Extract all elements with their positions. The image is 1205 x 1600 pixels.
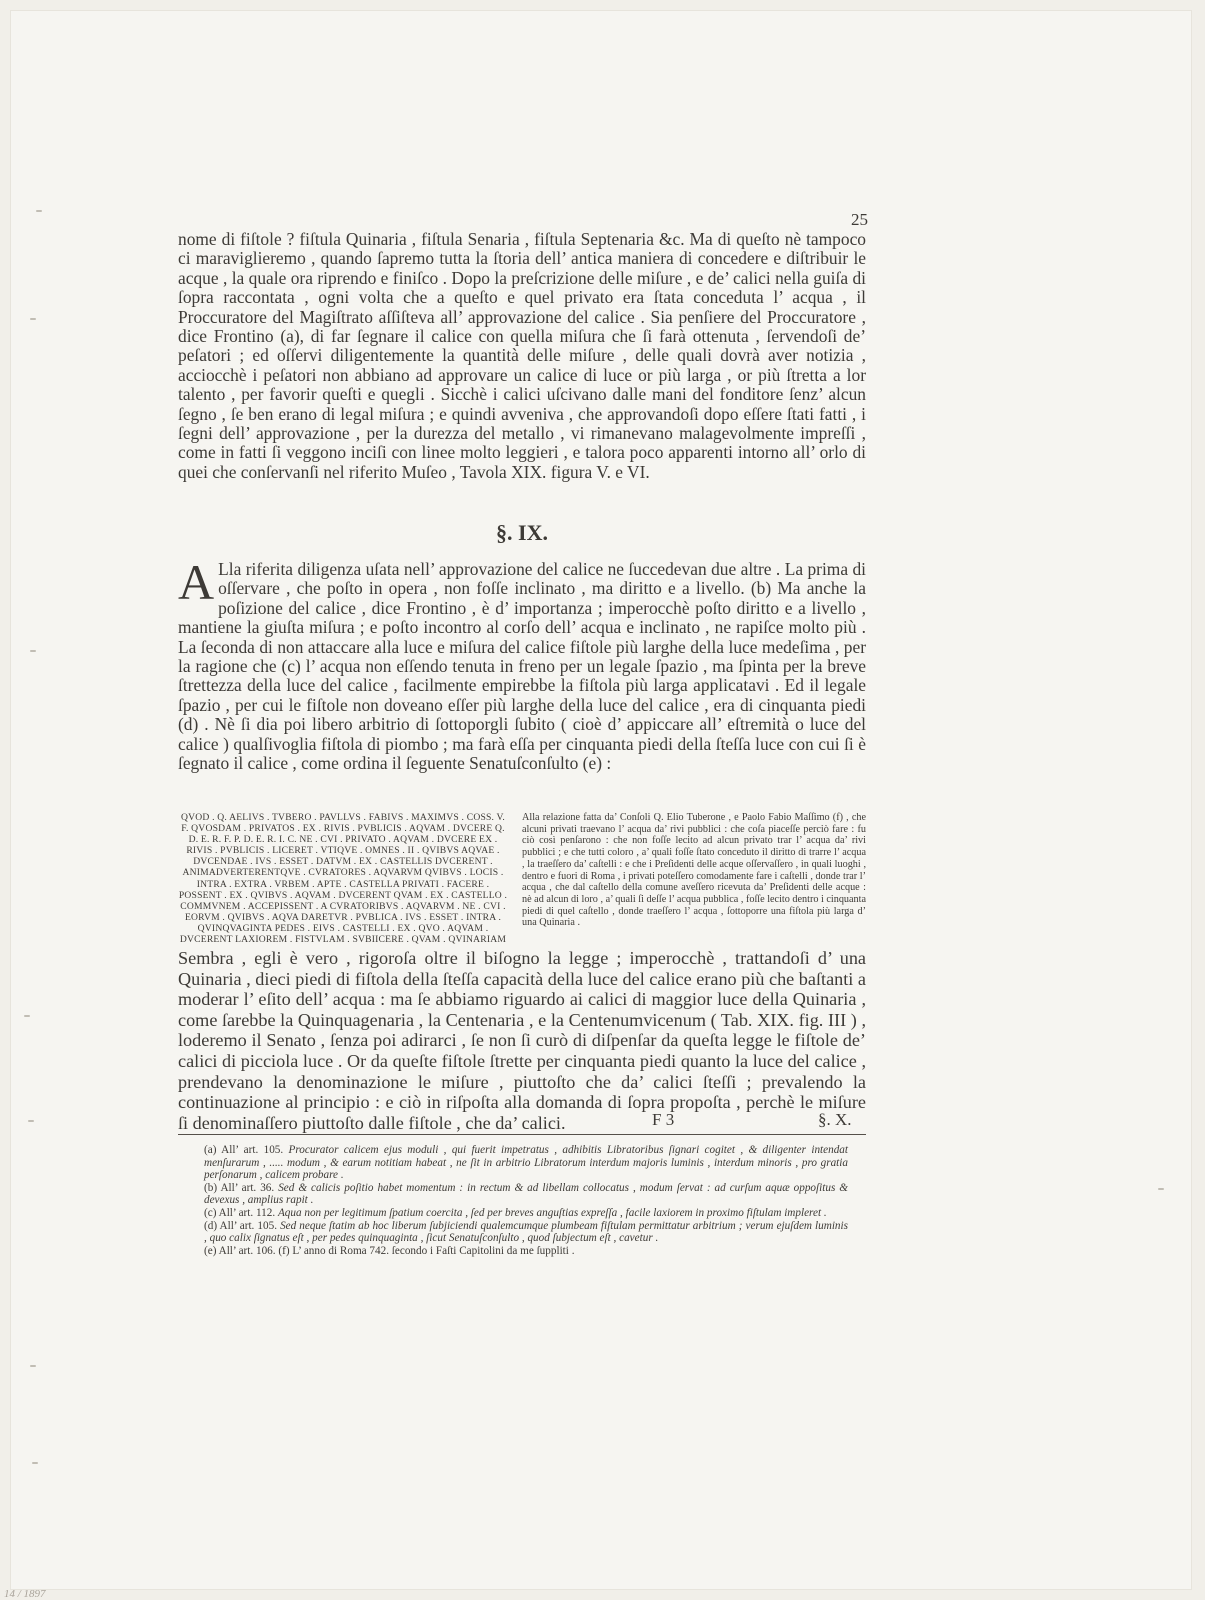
paragraph-3: Sembra , egli è vero , rigoroſa oltre il biſogno la legge ; imperocchè , trattandoſi d’ una Quinaria , dieci piedi di fiſtola della ſteſſa capacità della luce del calice erano più che baſtanti a moderar l’ eſito dell’ acqua : ma ſe abbiamo riguardo ai calici di maggior luce della Quinaria , come ſarebbe la Quinquagenaria , la Centenaria , e la Centenumvicenum ( Tab. XIX. fig. III ) , loderemo il Senato , ſenza poi adirarci , ſe non ſi curò di diſpenſar da queſta legge le fiſtole de’ calici di picciola luce . Or da queſte fiſtole ſtrette per cinquanta piedi quanto la luce del calice , prendevano la denominazione le miſure , piuttoſto che da’ calici ſteſſi ; prevalendo la continuazione al principio : e ciò in riſpoſta alla domanda di ſopra propoſta , perchè le miſure ſi denominaſſero piuttoſto dalle fiſtole , che da’ calici. [178, 948, 866, 1133]
footnote-text: Aqua non per legitimum ſpatium coercita , ſed per breves anguſtias expreſſa , facile laxiorem in proximo fiſtulam impleret . [277, 1206, 827, 1219]
latin-inscription: QVOD . Q. AELIVS . TVBERO . PAVLLVS . FABIVS . MAXIMVS . COSS. V. F. QVOSDAM . PRIVATOS . EX . RIVIS . PVBLICIS . AQVAM . DVCERE Q. D. E. R. F. P. D. E. R. I. C. NE . CVI . PRIVATO . AQVAM . DVCERE EX . RIVIS . PVBLICIS . LICERET . VTIQVE . OMNES . II . QVIBVS AQVAE . DVCENDAE . IVS . ESSET . DATVM . EX . CASTELLIS DVCERENT . ANIMADVERTERENTQVE . CVRATORES . AQVARVM QVIBVS . LOCIS . INTRA . EXTRA . VRBEM . APTE . CASTELLA PRIVATI . FACERE . POSSENT . EX . QVIBVS . AQVAM . DVCERENT QVAM . EX . CASTELLO . COMMVNEM . ACCEPISSENT . A CVRATORIBVS . AQVARVM . NE . CVI . EORVM . QVIBVS . AQVA DARETVR . PVBLICA . IVS . ESSET . INTRA . QVINQVAGINTA PEDES . EIVS . CASTELLI . EX . QVO . AQVAM . DVCERENT LAXIOREM . FISTVLAM . SVBIICERE . QVAM . QVINARIAM [178, 812, 508, 946]
footnote-mark: (d) [204, 1219, 218, 1232]
footnote [204, 1245, 848, 1258]
footnote-text: Sed neque ſtatim ab hoc liberum ſubjiciendi qualemcumque plumbeam fiſtulam permittatur arbitrium ; verum ejuſdem luminis , quo calix ſignatus eſt , per pedes quinquaginta , ſicut Senatuſconſulto , quod ſubjectum eſt , cavetur . [204, 1219, 848, 1245]
footnote-rule [178, 1134, 866, 1135]
italian-translation: Alla relazione fatta da’ Conſoli Q. Elio Tuberone , e Paolo Fabio Maſſimo (f) , che alcuni privati traevano l’ acqua da’ rivi pubblici : che coſa piaceſſe perciò fare : fu ciò così penſarono : che non foſſe lecito ad alcun privato trar l’ acqua da’ rivi pubblici ; e che tutti coloro , a’ quali foſſe ſtato conceduto il diritto di trarre l’ acqua , la traeſſero da’ caſtelli : e che i Preſidenti delle acque oſſervaſſero , in quali luoghi , dentro e fuori di Roma , i privati poteſſero comodamente fare i caſtelli , donde trar l’ acqua , che dal caſtello della comune aveſſero ricevuta da’ Preſidenti delle acque : nè ad alcun di loro , a’ quali ſi deſſe l’ acqua pubblica , foſſe lecito dentro i cinquanta piedi di quel caſtello , donde traeſſero l’ acqua , ſottoporre una fiſtola più larga d’ una Quinaria . [522, 812, 866, 929]
section-heading: §. IX. [496, 520, 548, 545]
signature-mark: F 3 [652, 1110, 675, 1129]
paragraph-1: nome di fiſtole ? fiſtula Quinaria , fiſtula Senaria , fiſtula Septenaria &c. Ma di queſto nè tampoco ci maraviglieremo , quando ſapremo tutta la ſtoria dell’ antica maniera di concedere e diſtribuir le acque , la quale ora riprendo e finiſco . Dopo la preſcrizione delle miſure , e de’ calici nella guiſa di ſopra raccontata , ogni volta che a queſto e quel privato era ſtata conceduta l’ acqua , il Proccuratore del Magiſtrato aſſiſteva all’ approvazione del calice . Sia penſiere del Proccuratore , dice Frontino (a), di far ſegnare il calice con quella miſura che ſi farà ottenuta , ſervendoſi de’ peſatori ; ed oſſervi diligentemente la quantità delle miſure , delle quali dovrà aver notizia , acciocchè i peſatori non abbiano ad approvare un calice di luce or più larga , or più ſtretta a lor talento , per favorir queſti e quegli . Sicchè i calici uſcivano dalle mani del fonditore ſenz’ alcun ſegno , ſe ben erano di legal miſura ; e quindi avveniva , che approvandoſi dopo eſſere ſtati fatti , i ſegni dell’ approvazione , per la durezza del metallo , vi rimanevano malagevolmente impreſſi , come in fatti ſi veggono inciſi con linee molto leggieri , e talora poco apparenti intorno all’ orlo di quei che conſervanſi nel riferito Muſeo , Tavola XIX. figura V. e VI. [178, 229, 866, 482]
footnote-mark: (c) [204, 1206, 217, 1219]
page-number: 25 [851, 210, 868, 229]
paragraph-2-text: Lla riferita diligenza uſata nell’ approvazione del calice ne ſuccedevan due altre . La prima di oſſervare , che poſto in opera , non foſſe inclinato , ma diritto e a livello. (b) Ma anche la poſizione del calice , dice Frontino , è d’ importanza ; imperocchè poſto diritto e a livello , mantiene la giuſta miſura ; e poſto incontro al corſo dell’ acqua e inclinato , ne rapiſce molto più . La ſeconda di non attaccare alla luce e miſura del calice fiſtole più larghe della luce medeſima , per la ragione che (c) l’ acqua non eſſendo tenuta in freno per un legale ſpazio , ma ſpinta per la breve ſtrettezza della luce del calice , facilmente empirebbe la fiſtola più larga applicatavi . Ed il legale ſpazio , per cui le fiſtole non doveano eſſer più larghe della luce del calice , era di cinquanta piedi (d) . Nè ſi dia poi libero arbitrio di ſottoporgli ſubito ( cioè d’ appiccare all’ eſtremità o luce del calice ) qualſivoglia fiſtola di piombo ; ma farà eſſa per cinquanta piedi della ſteſſa luce con cui ſi è ſegnato il calice , come ordina il ſeguente Senatuſconſulto (e) : [178, 559, 866, 774]
footnote-ref: All’ art. 36. [220, 1181, 275, 1194]
footnote [204, 1207, 848, 1220]
footnote-ref: All’ art. 112. [218, 1206, 276, 1219]
drop-cap: A [178, 554, 215, 610]
footnote-ref: All’ art. 105. [221, 1144, 284, 1156]
footnotes [204, 1144, 848, 1257]
paragraph-2 [178, 554, 866, 774]
senatusconsultum [178, 812, 866, 946]
pencil-annotation: 14 / 1897 [4, 1588, 46, 1600]
footnote [204, 1220, 848, 1245]
footnote-ref: All’ art. 105. [219, 1219, 277, 1232]
footnote-mark: (e) [204, 1244, 217, 1257]
footnote-text: (f) L’ anno di Roma 742. ſecondo i Faſti Capitolini da me ſuppliti . [278, 1244, 575, 1257]
footnote-text: Procurator calicem ejus moduli , qui fuerit impetratus , adhibitis Libratoribus ſignari cogitet , & diligenter intendat menſurarum , ..... modum , & earum notitiam habeat , ne ſit in arbitrio Libratorum interdum majoris luminis , interdum minoris , pro gratia perſonarum , calicem probare . [204, 1144, 848, 1182]
footnote-ref: All’ art. 106. [218, 1244, 276, 1257]
footnote-text: Sed & calicis poſitio habet momentum : in rectum & ad libellam collocatus , modum ſervat : ad curſum aquæ oppoſitus & devexus , amplius rapit . [204, 1181, 848, 1207]
catchword: §. X. [818, 1110, 852, 1129]
footnote-mark: (a) [204, 1144, 217, 1156]
footnote [204, 1182, 848, 1207]
footnote [204, 1144, 848, 1182]
footnote-mark: (b) [204, 1181, 218, 1194]
